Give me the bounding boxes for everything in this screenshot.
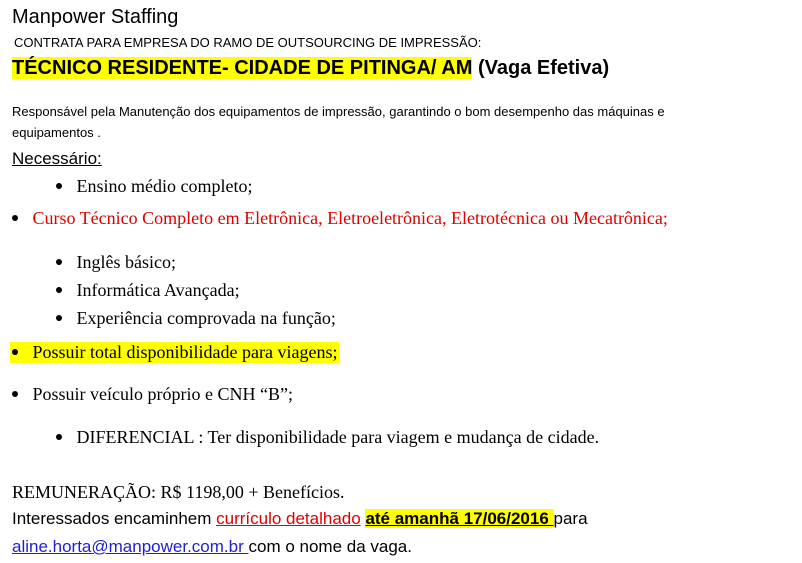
requirement-item: DIFERENCIAL : Ter disponibilidade para viagem e mudança de cidade. xyxy=(56,427,599,448)
requirement-item: Possuir total disponibilidade para viagens; xyxy=(10,342,339,363)
contact-line-1 xyxy=(12,509,588,529)
job-type: (Vaga Efetiva) xyxy=(477,57,610,79)
bullet-icon xyxy=(56,287,62,293)
contact-prefix: Interessados encaminhem xyxy=(12,509,217,528)
contact-line-2 xyxy=(12,537,412,557)
requirement-item: Informática Avançada; xyxy=(56,280,240,301)
bullet-icon xyxy=(56,434,62,440)
bullet-icon xyxy=(12,391,18,397)
description-line-2: equipamentos . xyxy=(12,125,101,140)
job-title: TÉCNICO RESIDENTE- CIDADE DE PITINGA/ AM xyxy=(12,57,473,79)
bullet-icon xyxy=(56,259,62,265)
email-link[interactable]: aline.horta@manpower.com.br xyxy=(12,537,249,556)
deadline-text: até amanhã 17/06/2016 xyxy=(365,509,554,528)
company-name: Manpower Staffing xyxy=(12,6,179,28)
contact-suffix: para xyxy=(553,509,588,528)
requirement-item: Possuir veículo próprio e CNH “B”; xyxy=(12,384,293,405)
bullet-icon xyxy=(12,349,18,355)
requirements-heading: Necessário: xyxy=(12,149,102,168)
salary: REMUNERAÇÃO: R$ 1198,00 + Benefícios. xyxy=(12,482,345,502)
bullet-icon xyxy=(12,215,18,221)
bullet-icon xyxy=(56,315,62,321)
bullet-icon xyxy=(56,183,62,189)
job-heading xyxy=(12,57,609,80)
requirement-item: Ensino médio completo; xyxy=(56,176,252,197)
cv-text: currículo detalhado xyxy=(216,509,361,528)
requirement-item: Inglês básico; xyxy=(56,252,176,273)
description-line-1: Responsável pela Manutenção dos equipamentos de impressão, garantindo o bom desempenho das máquinas e xyxy=(12,104,665,119)
requirement-item: Experiência comprovada na função; xyxy=(56,308,336,329)
requirement-item: Curso Técnico Completo em Eletrônica, Eletroeletrônica, Eletrotécnica ou Mecatrônica; xyxy=(12,208,668,229)
email-suffix: com o nome da vaga. xyxy=(248,537,412,556)
subtitle: CONTRATA PARA EMPRESA DO RAMO DE OUTSOURCING DE IMPRESSÃO: xyxy=(14,35,482,50)
